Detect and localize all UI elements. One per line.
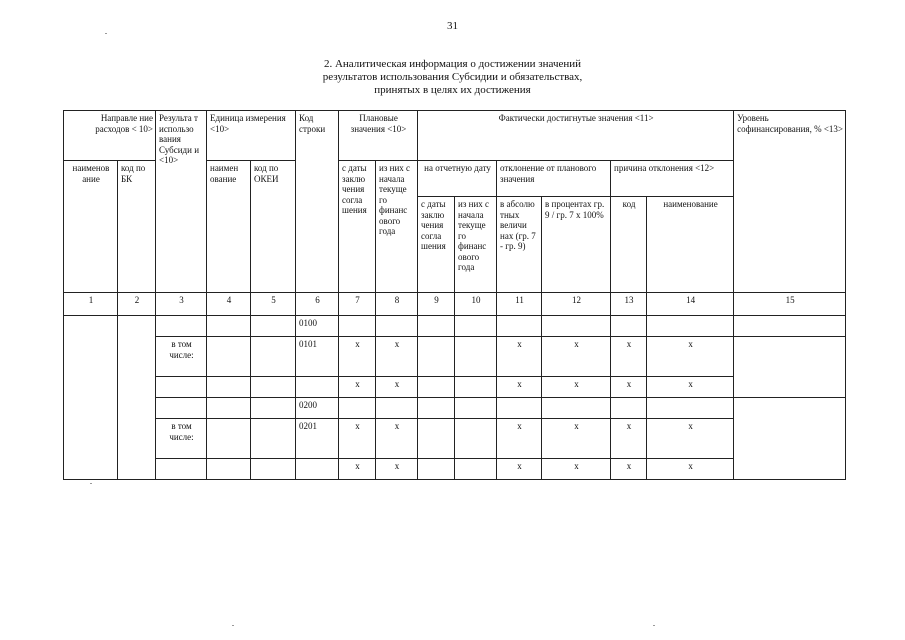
header-dev-absolute: в абсолю тных величи нах (гр. 7 - гр. 9)	[497, 197, 542, 293]
table-row	[64, 316, 846, 337]
unit-okei-cell	[251, 377, 296, 398]
header-dev-percent: в процентах гр. 9 / гр. 7 х 100%	[542, 197, 611, 293]
column-number: 7	[339, 293, 376, 316]
cell: x	[611, 459, 647, 480]
cell	[418, 459, 455, 480]
cell	[455, 419, 497, 459]
header-reason: причина отклонения <12>	[611, 161, 734, 197]
cell	[418, 398, 455, 419]
cell	[376, 316, 418, 337]
cell: x	[542, 419, 611, 459]
column-number: 6	[296, 293, 339, 316]
heading-line-3: принятых в целях их достижения	[374, 84, 531, 96]
row-code-cell: 0101	[296, 337, 339, 377]
header-actual: Фактически достигнутые значения <11>	[418, 111, 734, 161]
scan-speck	[653, 625, 655, 626]
cell: x	[497, 377, 542, 398]
unit-okei-cell	[251, 398, 296, 419]
unit-okei-cell	[251, 459, 296, 480]
cell: x	[542, 377, 611, 398]
table-row	[64, 337, 846, 377]
cell: x	[647, 337, 734, 377]
scan-speck	[105, 33, 107, 34]
cell	[647, 398, 734, 419]
cell	[418, 377, 455, 398]
heading-line-1: 2. Аналитическая информация о достижении значений	[323, 58, 582, 70]
cell: x	[339, 419, 376, 459]
cell: x	[339, 459, 376, 480]
cofinancing-cell	[734, 398, 846, 480]
column-number-row	[64, 293, 846, 316]
cell	[497, 316, 542, 337]
header-fact-current-year: из них с начала текуще го финанс ового года	[455, 197, 497, 293]
unit-name-cell	[207, 377, 251, 398]
header-fact-from-date: с даты заклю чения согла шения	[418, 197, 455, 293]
cell	[611, 316, 647, 337]
result-cell: в том числе:	[156, 337, 207, 377]
cell	[542, 316, 611, 337]
cell	[339, 316, 376, 337]
column-number: 9	[418, 293, 455, 316]
unit-okei-cell	[251, 337, 296, 377]
cell	[376, 398, 418, 419]
cell: x	[376, 419, 418, 459]
cell	[647, 316, 734, 337]
column-number: 2	[118, 293, 156, 316]
column-number: 5	[251, 293, 296, 316]
column-number: 14	[647, 293, 734, 316]
result-cell	[156, 316, 207, 337]
header-direction-code: код по БК	[118, 161, 156, 293]
cell: x	[497, 419, 542, 459]
direction-name-cell	[64, 316, 118, 480]
header-reason-name: наименование	[647, 197, 734, 293]
cell	[497, 398, 542, 419]
cell: x	[497, 337, 542, 377]
cell	[339, 398, 376, 419]
cell: x	[497, 459, 542, 480]
column-number: 12	[542, 293, 611, 316]
scan-speck	[232, 625, 234, 626]
direction-code-cell	[118, 316, 156, 480]
cell	[542, 398, 611, 419]
header-cofinancing: Уровень софинансирования, % <13>	[734, 111, 846, 293]
result-cell	[156, 377, 207, 398]
header-plan-from-date: с даты заклю чения согла шения	[339, 161, 376, 293]
header-reason-code: код	[611, 197, 647, 293]
document-heading	[200, 58, 705, 97]
cell	[418, 419, 455, 459]
column-number: 10	[455, 293, 497, 316]
header-unit-okei: код по ОКЕИ	[251, 161, 296, 293]
column-number: 1	[64, 293, 118, 316]
header-unit-name: наимен ование	[207, 161, 251, 293]
header-direction: Направле ние расходов < 10>	[64, 111, 156, 161]
cell: x	[542, 337, 611, 377]
table-row	[64, 398, 846, 419]
cell: x	[647, 459, 734, 480]
column-number: 15	[734, 293, 846, 316]
unit-name-cell	[207, 398, 251, 419]
cell	[418, 316, 455, 337]
header-row-code: Код строки	[296, 111, 339, 293]
table-row	[64, 377, 846, 398]
heading-line-2: результатов использования Субсидии и обязательствах,	[322, 71, 583, 83]
cell: x	[339, 337, 376, 377]
column-number: 3	[156, 293, 207, 316]
cell: x	[376, 337, 418, 377]
cell	[418, 337, 455, 377]
unit-okei-cell	[251, 419, 296, 459]
column-number: 4	[207, 293, 251, 316]
cell: x	[611, 419, 647, 459]
cell	[455, 398, 497, 419]
unit-name-cell	[207, 419, 251, 459]
cell: x	[647, 419, 734, 459]
cell: x	[376, 459, 418, 480]
header-unit: Единица измерения <10>	[207, 111, 296, 161]
column-number: 11	[497, 293, 542, 316]
cell: x	[647, 377, 734, 398]
cell	[455, 377, 497, 398]
header-deviation: отклонение от планового значения	[497, 161, 611, 197]
row-code-cell: 0100	[296, 316, 339, 337]
unit-name-cell	[207, 459, 251, 480]
row-code-cell	[296, 377, 339, 398]
cell: x	[376, 377, 418, 398]
result-cell	[156, 459, 207, 480]
achievement-table	[63, 110, 846, 480]
result-cell	[156, 398, 207, 419]
unit-name-cell	[207, 316, 251, 337]
scan-speck	[90, 483, 92, 484]
row-code-cell	[296, 459, 339, 480]
header-on-reporting-date: на отчетную дату	[418, 161, 497, 197]
cell: x	[611, 377, 647, 398]
cell	[611, 398, 647, 419]
column-number: 13	[611, 293, 647, 316]
row-code-cell: 0200	[296, 398, 339, 419]
result-cell: в том числе:	[156, 419, 207, 459]
cell: x	[542, 459, 611, 480]
cell: x	[339, 377, 376, 398]
page-number: 31	[447, 20, 458, 32]
cell	[455, 316, 497, 337]
unit-name-cell	[207, 337, 251, 377]
column-number: 8	[376, 293, 418, 316]
unit-okei-cell	[251, 316, 296, 337]
cell: x	[611, 337, 647, 377]
header-direction-name: наименов ание	[64, 161, 118, 293]
cofinancing-cell	[734, 337, 846, 398]
row-code-cell: 0201	[296, 419, 339, 459]
cell	[455, 459, 497, 480]
header-planned: Плановые значения <10>	[339, 111, 418, 161]
table-row	[64, 419, 846, 459]
header-plan-current-year: из них с начала текуще го финанс ового года	[376, 161, 418, 293]
cell	[455, 337, 497, 377]
cofinancing-cell	[734, 316, 846, 337]
header-result: Результа т использо вания Субсиди и <10>	[156, 111, 207, 293]
header-row-1	[64, 111, 846, 161]
table-row	[64, 459, 846, 480]
